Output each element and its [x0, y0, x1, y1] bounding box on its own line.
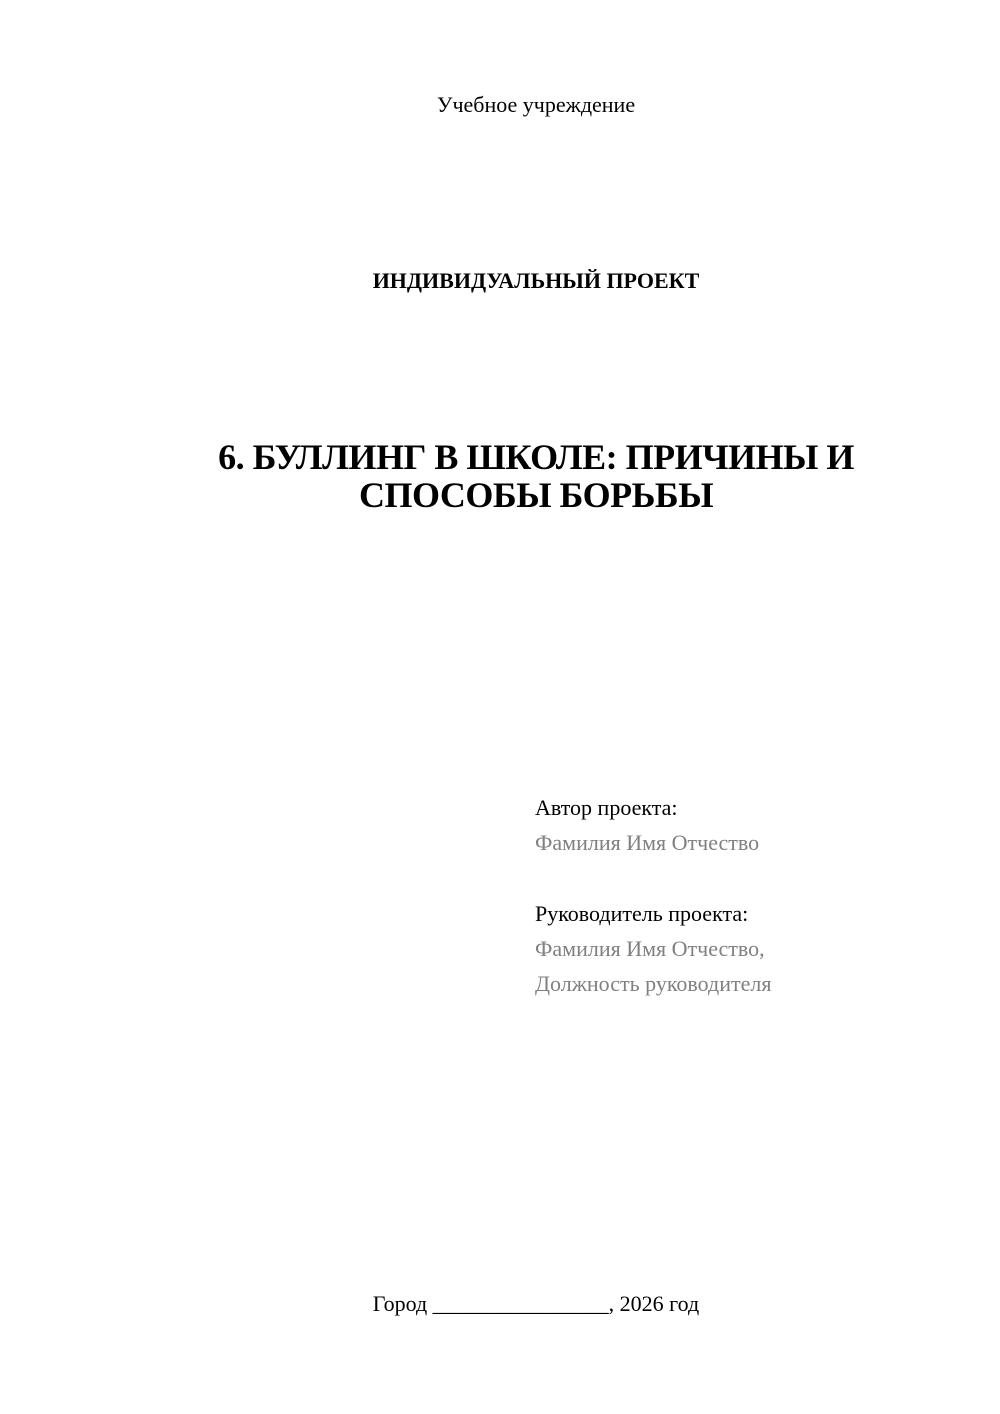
- supervisor-position: Должность руководителя: [535, 971, 772, 996]
- project-title: [140, 438, 932, 514]
- footer-city-year: [0, 1290, 1000, 1318]
- document-type: ИНДИВИДУАЛЬНЫЙ ПРОЕКТ: [372, 268, 700, 293]
- spacer: [535, 860, 955, 896]
- author-name: Фамилия Имя Отчество: [535, 830, 760, 855]
- project-info-block: [535, 790, 955, 1001]
- city-label: Город: [372, 1291, 428, 1316]
- author-label: Автор проекта:: [535, 795, 678, 820]
- year-text: , 2026 год: [608, 1291, 700, 1316]
- project-title-line-2: СПОСОБЫ БОРЬБЫ: [358, 475, 714, 515]
- project-title-line-1: 6. БУЛЛИНГ В ШКОЛЕ: ПРИЧИНЫ И: [218, 437, 854, 477]
- institution-name: Учебное учреждение: [436, 92, 636, 117]
- supervisor-label: Руководитель проекта:: [535, 901, 749, 926]
- supervisor-name: Фамилия Имя Отчество,: [535, 936, 765, 961]
- city-blank: ________________: [432, 1291, 609, 1316]
